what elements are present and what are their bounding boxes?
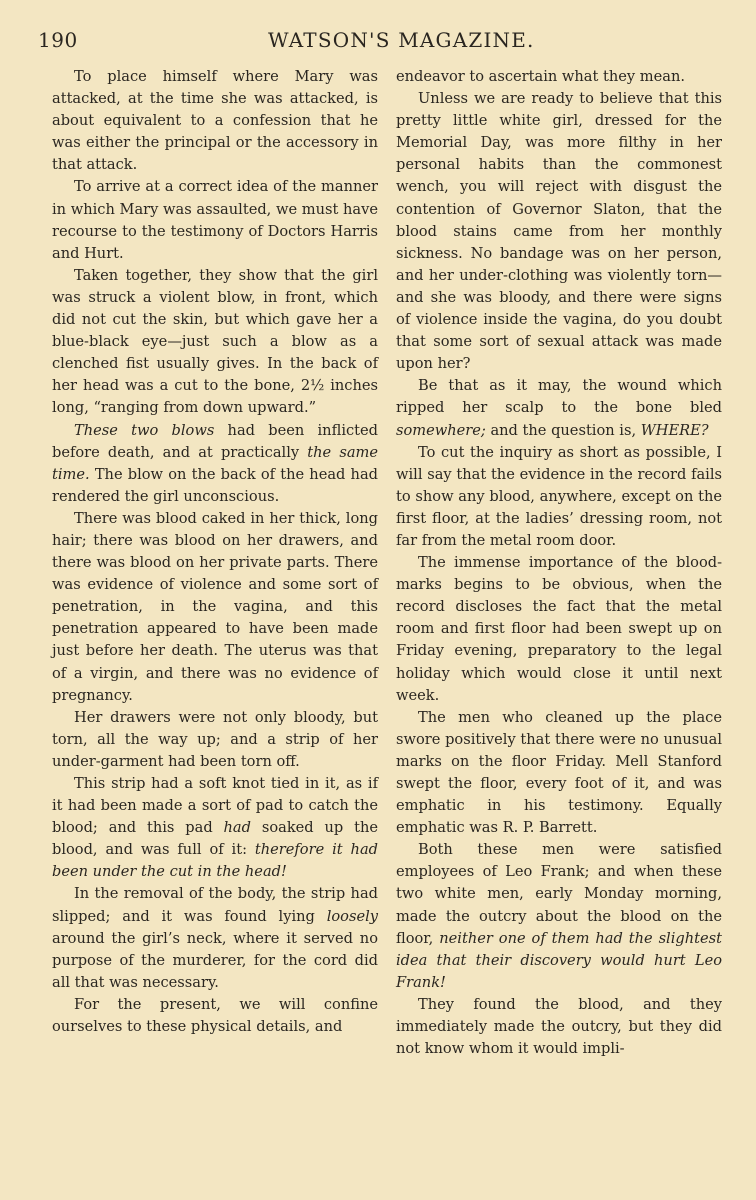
text-run: endeavor to ascertain what they mean. xyxy=(396,68,685,85)
left-column xyxy=(52,66,378,1038)
text-run: The men who cleaned up the place swore positively that there were no unusual marks on the floor Friday. Mell Stanford swept the floor, every foot of it, and was emphatic in his testimony. Equally emphatic was R. P. Barrett. xyxy=(396,708,722,837)
italic-text: the same time. xyxy=(52,443,378,483)
text-run: Be that as it may, the wound which ripped her scalp to the bone bled xyxy=(396,377,722,417)
text-run: They found the blood, and they immediately made the outcry, but they did not know whom it would impli- xyxy=(396,995,722,1058)
paragraph xyxy=(396,707,722,840)
italic-text: neither one of them had the slightest idea that their discovery would hurt Leo Frank! xyxy=(396,929,722,991)
right-column xyxy=(396,66,722,1060)
text-run: soaked up the blood, and was full of it: xyxy=(52,819,378,859)
paragraph xyxy=(396,839,722,994)
text-run: had been inflicted before death, and at practically xyxy=(52,421,378,461)
text-run: The immense importance of the blood-marks begins to be obvious, when the record discloses the fact that the metal room and first floor had been swept up on Friday evening, preparatory to the legal holiday which would close it until next week. xyxy=(396,554,722,704)
paragraph xyxy=(52,994,378,1038)
italic-text: These two blows xyxy=(74,421,215,439)
paragraph xyxy=(52,420,378,508)
italic-text: therefore it had been under the cut in the head! xyxy=(52,841,378,881)
italic-text: had xyxy=(223,819,251,837)
text-run: Her drawers were not only bloody, but torn, all the way up; and a strip of her under-garment had been torn off. xyxy=(52,708,378,770)
text-run: To place himself where Mary was attacked, at the time she was attacked, is about equivalent to a confession that he was either the principal or the accessory in that attack. xyxy=(52,68,378,174)
paragraph xyxy=(52,773,378,883)
text-run: around the girl’s neck, where it served no purpose of the murderer, for the cord did all that was necessary. xyxy=(52,929,378,991)
text-run: For the present, we will confine ourselves to these physical details, and xyxy=(52,995,378,1036)
text-run: In the removal of the body, the strip had slipped; and it was found lying xyxy=(52,885,378,925)
text-run: To arrive at a correct idea of the manner in which Mary was assaulted, we must have recourse to the testimony of Doctors Harris and Hurt. xyxy=(52,178,378,262)
paragraph xyxy=(396,375,722,441)
paragraph xyxy=(396,66,722,88)
paragraph xyxy=(52,176,378,264)
text-run: To cut the inquiry as short as possible, I will say that the evidence in the record fails to show any blood, anywhere, except on the first floor, at the ladies’ dressing room, not far from the metal room door. xyxy=(396,443,722,549)
paragraph xyxy=(396,88,722,375)
text-run: Both these men were satisfied employees of Leo Frank; and when these two white men, early Monday morning, made the outcry about the blood on the floor, xyxy=(396,841,722,947)
paragraph xyxy=(52,883,378,993)
paragraph xyxy=(52,707,378,773)
paragraph xyxy=(52,265,378,420)
paragraph xyxy=(52,508,378,707)
paragraph xyxy=(396,552,722,707)
text-run: Taken together, they show that the girl was struck a violent blow, in front, which did not cut the skin, but which gave her a blue-black eye—just such a blow as a clenched fist usually gives. In the back of her head was a cut to the bone, 2½ inches long, “ranging from down upward.” xyxy=(52,266,378,417)
paragraph xyxy=(52,66,378,176)
running-title: WATSON'S MAGAZINE. xyxy=(268,28,535,52)
text-run: and the question is, xyxy=(485,421,641,439)
text-run: The blow on the back of the head had rendered the girl unconscious. xyxy=(52,465,378,505)
paragraph xyxy=(396,442,722,552)
paragraph xyxy=(396,994,722,1060)
text-columns xyxy=(52,66,728,1086)
text-run: Unless we are ready to believe that this pretty little white girl, dressed for the Memorial Day, was more filthy in her personal habits than the commonest wench, you will reject with disgust the contention of Governor Slaton, that the blood stains came from her monthly sickness. No bandage was on her person, and her under-clothing was violently torn—and she was bloody, and there were signs of violence inside the vagina, do you doubt that some sort of sexual attack was made upon her? xyxy=(396,90,722,373)
text-run: This strip had a soft knot tied in it, as if it had been made a sort of pad to catch the blood; and this pad xyxy=(52,775,378,837)
italic-text: loosely xyxy=(326,907,378,925)
italic-text: WHERE? xyxy=(640,421,709,439)
page-header xyxy=(38,26,722,60)
page-number: 190 xyxy=(38,28,78,52)
italic-text: somewhere; xyxy=(396,421,486,439)
text-run: There was blood caked in her thick, long hair; there was blood on her drawers, and there was blood on her private parts. There was evidence of violence and some sort of penetration, in the vagina, and this penetration appeared to have been made just before her death. The uterus was that of a virgin, and there was no evidence of pregnancy. xyxy=(52,509,378,704)
